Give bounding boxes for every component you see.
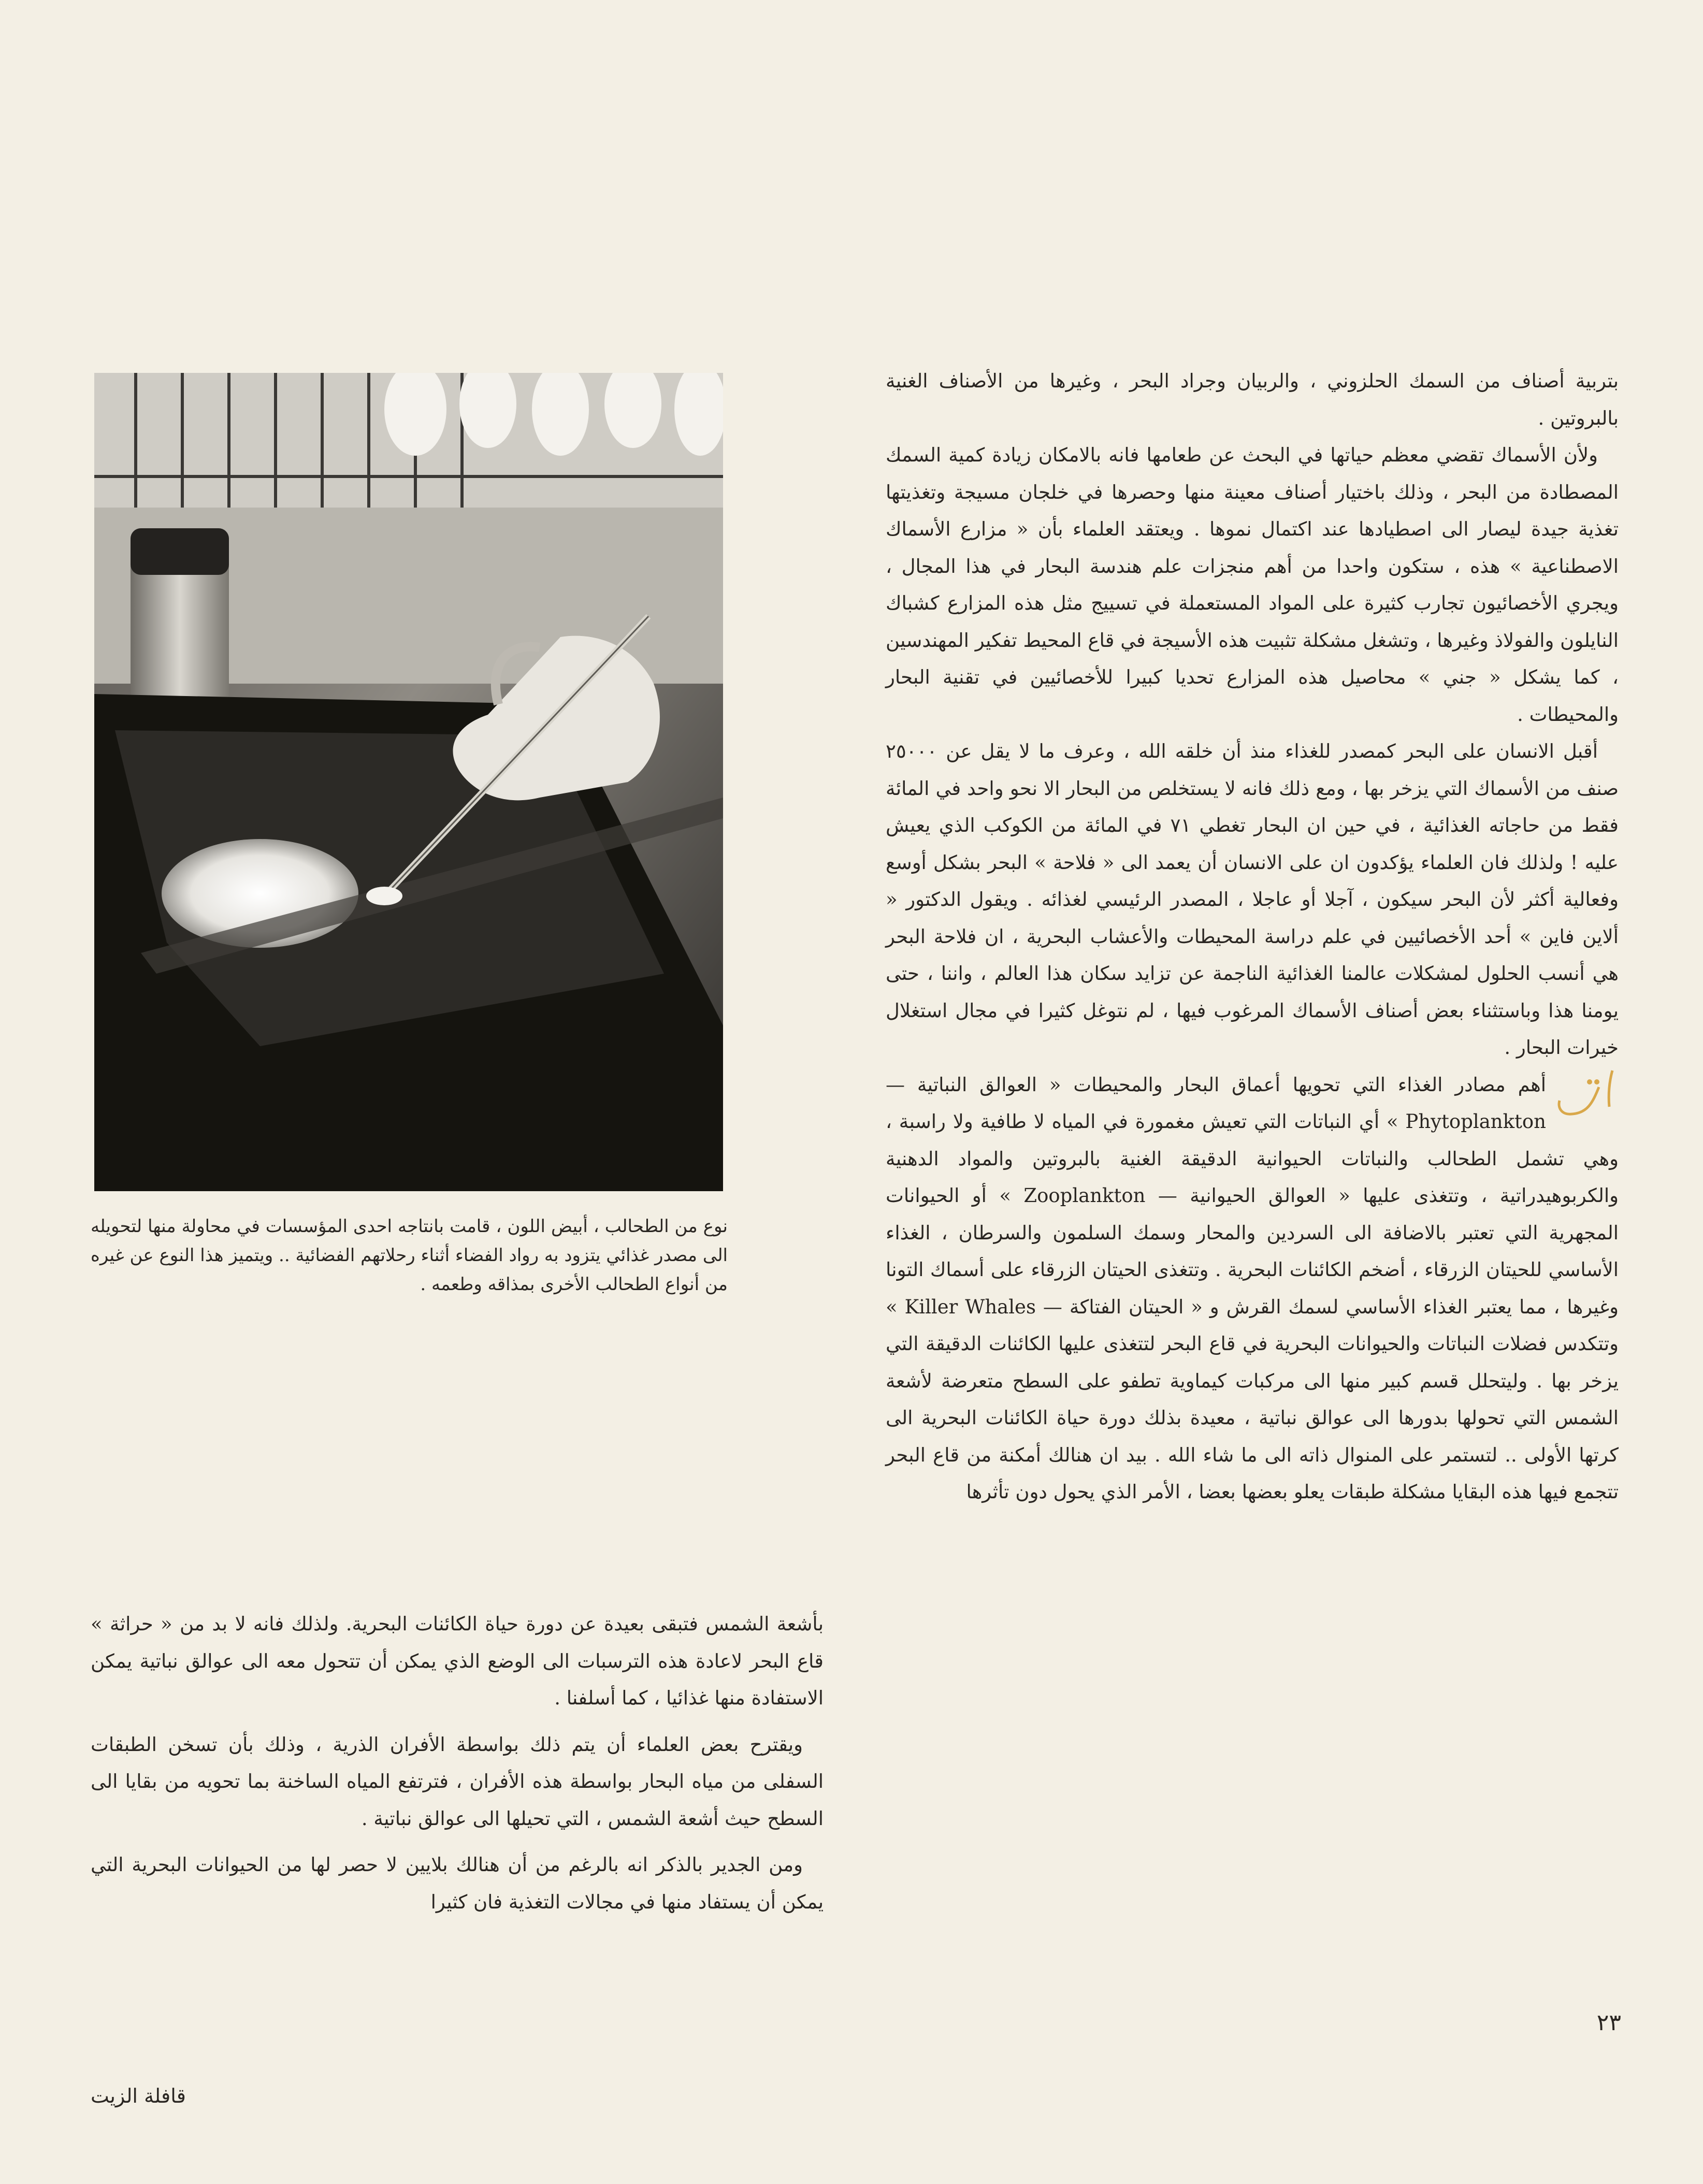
paragraph-1: بتربية أصناف من السمك الحلزوني ، والربيان وجراد البحر ، وغيرها من الأصناف الغنية بالبروتين . [886, 370, 1619, 429]
caption-text: نوع من الطحالب ، أبيض اللون ، قامت بانتاجه احدى المؤسسات في محاولة منها لتحويله الى مصدر غذائي يتزود به رواد الفضاء أثناء رحلاتهم الفضائية .. ويتميز هذا النوع عن غيره من أنواع الطحالب الأخرى بمذاقه وطعمه . [91, 1216, 728, 1295]
paragraph-4-text: أهم مصادر الغذاء التي تحويها أعماق البحار والمحيطات « العوالق النباتية — Phytoplankton » أي النباتات التي تعيش مغمورة في المياه لا طافية ولا راسبة ، وهي تشمل الطحالب والنباتات الحيوانية الدقيقة الغنية بالبروتين والمواد الدهنية والكربوهيدراتية ، وتتغذى عليها « العوالق الحيوانية — Zooplankton » أو الحيوانات المجهرية التي تعتبر بالاضافة الى السردين والمحار وسمك السلمون والسرطان ، الغذاء الأساسي للحيتان الزرقاء ، أضخم الكائنات البحرية . وتتغذى الحيتان الزرقاء على أسماك التونا وغيرها ، مما يعتبر الغذاء الأساسي لسمك القرش و « الحيتان الفتاكة — Killer Whales » وتتكدس فضلات النباتات والحيوانات البحرية في قاع البحر لتتغذى عليها الكائنات الدقيقة التي يزخر بها . وليتحلل قسم كبير منها الى مركبات كيماوية تطفو على السطح متعرضة لأشعة الشمس التي تحولها بدورها الى عوالق نباتية ، معيدة بذلك دورة حياة الكائنات البحرية الى كرتها الأولى .. لتستمر على المنوال ذاته الى ما شاء الله . بيد ان هنالك أمكنة من قاع البحر تتجمع فيها هذه البقايا مشكلة طبقات يعلو بعضها بعضا ، الأمر الذي يحول دون تأثرها [886, 1073, 1619, 1503]
algae-photo [94, 373, 723, 1191]
paragraph-4 [886, 1066, 1619, 1511]
paragraph-2: ولأن الأسماك تقضي معظم حياتها في البحث عن طعامها فانه بالامكان زيادة كمية السمك المصطادة من البحر ، وذلك باختيار أصناف معينة منها وحصرها في خلجان مسيجة وتغذيتها تغذية جيدة ليصار الى اصطيادها عند اكتمال نموها . ويعتقد العلماء بأن « مزارع الأسماك الاصطناعية » هذه ، ستكون واحدا من أهم منجزات علم هندسة البحار في هذا المجال ، ويجري الأخصائيون تجارب كثيرة على المواد المستعملة في تسييج مثل هذه المزارع كشباك النايلون والفولاذ وغيرها ، وتشغل مشكلة تثبيت هذه الأسيجة في قاع المحيط تفكير المهندسين ، كما يشكل « جني » محاصيل هذه المزارع تحديا كبيرا للأخصائيين في تقنية البحار والمحيطات . [886, 444, 1619, 726]
photo-caption [91, 1212, 728, 1299]
paragraph-5: بأشعة الشمس فتبقى بعيدة عن دورة حياة الكائنات البحرية. ولذلك فانه لا بد من « حراثة » قاع البحر لاعادة هذه الترسبات الى الوضع الذي يمكن أن تتحول معه الى عوالق نباتية يمكن الاستفادة منها غذائيا ، كما أسلفنا . [91, 1613, 824, 1709]
paragraph-3: أقبل الانسان على البحر كمصدر للغذاء منذ أن خلقه الله ، وعرف ما لا يقل عن ٢٥٠٠٠ صنف من الأسماك التي يزخر بها ، ومع ذلك فانه لا يستخلص من البحار الا نحو واحد في المائة فقط من حاجاته الغذائية ، في حين ان البحار تغطي ٧١ في المائة من الكوكب الذي يعيش عليه ! ولذلك فان العلماء يؤكدون ان على الانسان أن يعمد الى « فلاحة » البحر بشكل أوسع وفعالية أكثر لأن البحر سيكون ، آجلا أو عاجلا ، المصدر الرئيسي لغذائه . ويقول الدكتور « ألاين فاين » أحد الأخصائيين في علم دراسة المحيطات والأعشاب البحرية ، ان فلاحة البحر هي أنسب الحلول لمشكلات عالمنا الغذائية الناجمة عن تزايد سكان هذا العالم ، واننا ، حتى يومنا هذا وباستثناء بعض أصناف الأسماك المرغوب فيها ، لم نتوغل كثيرا في مجال استغلال خيرات البحار . [886, 740, 1619, 1059]
paragraph-7: ومن الجدير بالذكر انه بالرغم من أن هنالك بلايين لا حصر لها من الحيوانات البحرية التي يمكن أن يستفاد منها في مجالات التغذية فان كثيرا [91, 1854, 824, 1913]
page-number: ٢٣ [1596, 2009, 1621, 2036]
drop-cap-ornament-icon [1551, 1066, 1619, 1123]
right-text-column [886, 363, 1619, 1511]
left-text-column [91, 1606, 824, 1930]
magazine-name: قافلة الزيت [91, 2085, 186, 2107]
paragraph-6: ويقترح بعض العلماء أن يتم ذلك بواسطة الأفران الذرية ، وذلك بأن تسخن الطبقات السفلى من مياه البحار بواسطة هذه الأفران ، فترتفع المياه الساخنة بما تحويه من بقايا الى السطح حيث أشعة الشمس ، التي تحيلها الى عوالق نباتية . [91, 1733, 824, 1830]
